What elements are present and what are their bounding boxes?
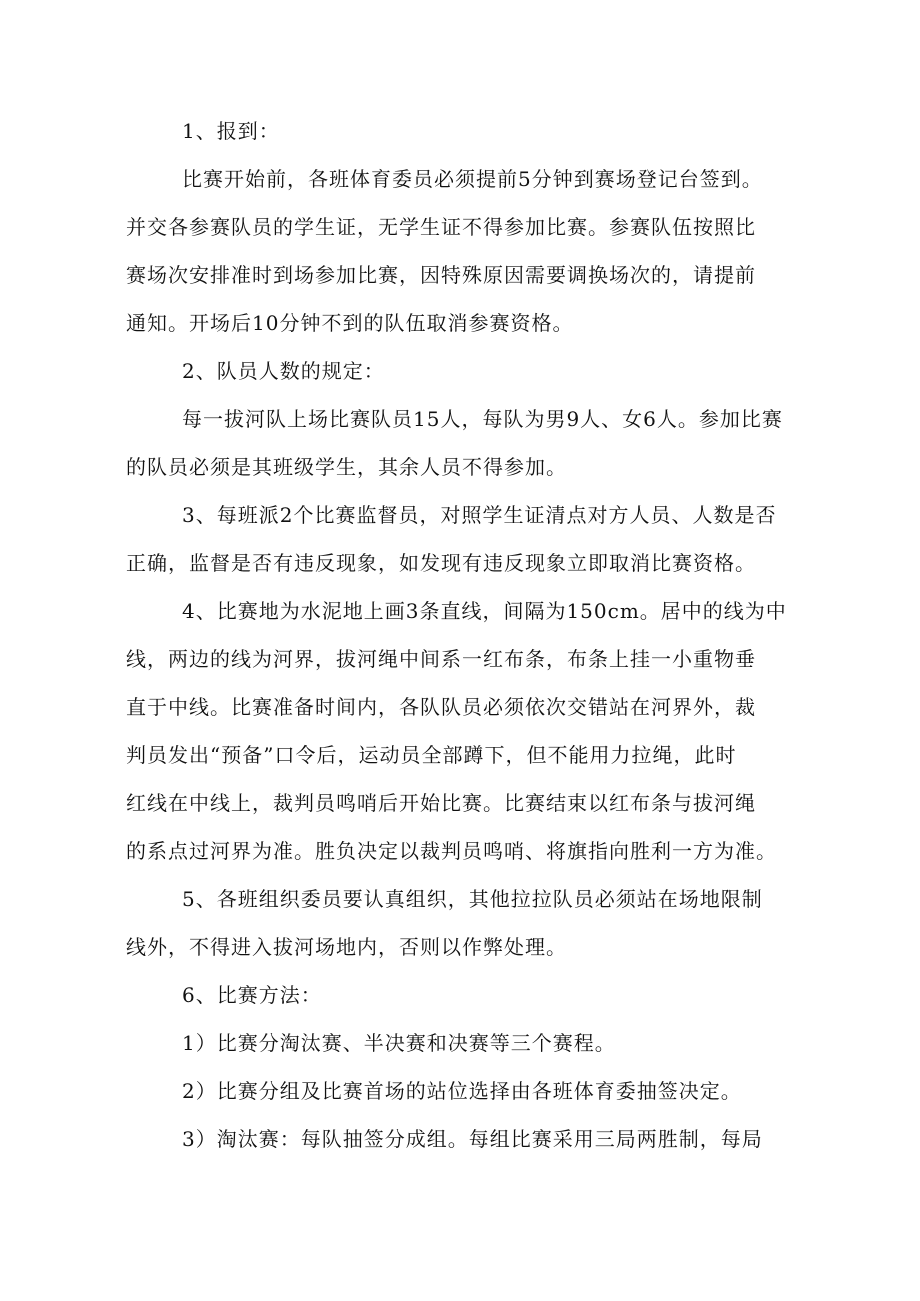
- text-line: 的系点过河界为准。胜负决定以裁判员鸣哨、将旗指向胜利一方为准。: [126, 839, 777, 863]
- text-line: 4、比赛地为水泥地上画3条直线，间隔为150cm。居中的线为中: [182, 599, 787, 623]
- text-line: 线，两边的线为河界，拔河绳中间系一红布条，布条上挂一小重物垂: [126, 647, 756, 671]
- text-line: 2）比赛分组及比赛首场的站位选择由各班体育委抽签决定。: [182, 1079, 742, 1103]
- text-line: 3）淘汰赛：每队抽签分成组。每组比赛采用三局两胜制，每局: [182, 1127, 763, 1151]
- text-line: 的队员必须是其班级学生，其余人员不得参加。: [126, 455, 567, 479]
- text-line: 1）比赛分淘汰赛、半决赛和决赛等三个赛程。: [182, 1031, 616, 1055]
- text-line: 2、队员人数的规定：: [182, 359, 385, 383]
- text-line: 6、比赛方法：: [182, 983, 322, 1007]
- text-line: 红线在中线上，裁判员鸣哨后开始比赛。比赛结束以红布条与拔河绳: [126, 791, 756, 815]
- text-line: 判员发出“预备”口令后，运动员全部蹲下，但不能用力拉绳，此时: [126, 743, 737, 767]
- text-line: 5、各班组织委员要认真组织，其他拉拉队员必须站在场地限制: [182, 887, 763, 911]
- text-line: 1、报到：: [182, 119, 280, 143]
- text-line: 并交各参赛队员的学生证，无学生证不得参加比赛。参赛队伍按照比: [126, 215, 756, 239]
- text-line: 赛场次安排准时到场参加比赛，因特殊原因需要调换场次的，请提前: [126, 263, 756, 287]
- text-line: 正确，监督是否有违反现象，如发现有违反现象立即取消比赛资格。: [126, 551, 756, 575]
- text-line: 直于中线。比赛准备时间内，各队队员必须依次交错站在河界外，裁: [126, 695, 756, 719]
- document-page: [126, 107, 806, 1163]
- text-line: 线外，不得进入拔河场地内，否则以作弊处理。: [126, 935, 567, 959]
- text-line: 每一拔河队上场比赛队员15人，每队为男9人、女6人。参加比赛: [182, 407, 783, 431]
- text-line: 比赛开始前，各班体育委员必须提前5分钟到赛场登记台签到。: [182, 167, 763, 191]
- text-line: 3、每班派2个比赛监督员，对照学生证清点对方人员、人数是否: [182, 503, 777, 527]
- text-line: 通知。开场后10分钟不到的队伍取消参赛资格。: [126, 311, 574, 335]
